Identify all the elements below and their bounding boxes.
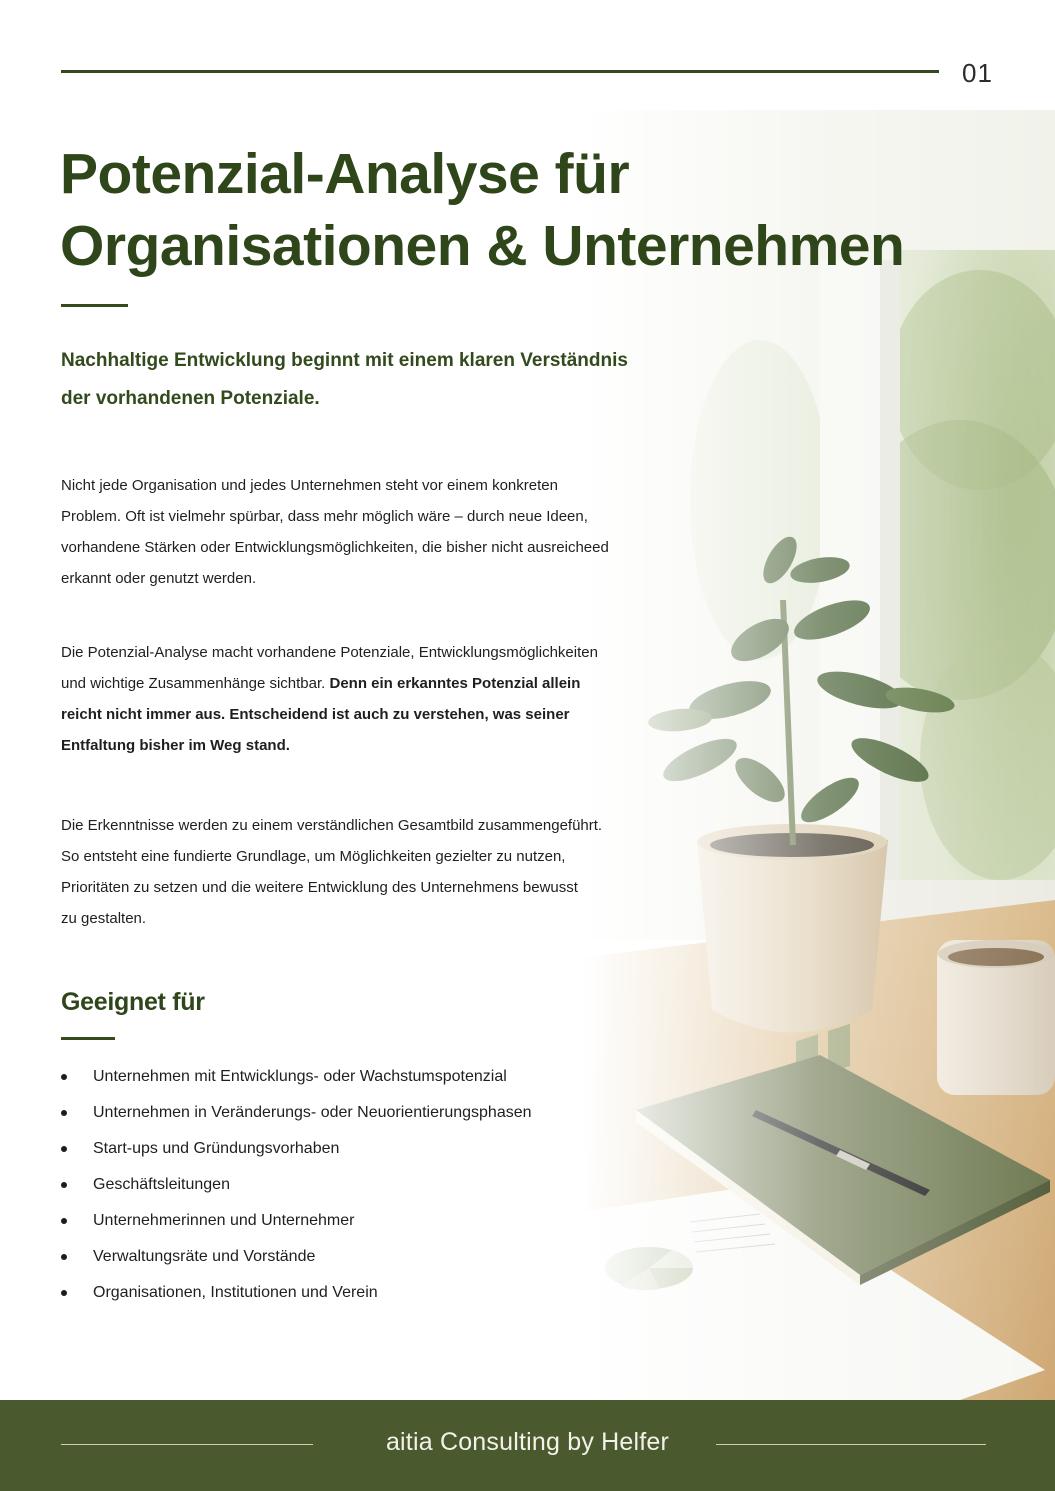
paragraph-line: Die Erkenntnisse werden zu einem verständlichen Gesamtbild zusammengeführt. — [61, 817, 603, 834]
list-item — [61, 1276, 532, 1312]
paragraph-line: So entsteht eine fundierte Grundlage, um Möglichkeiten gezielter zu nutzen, — [61, 848, 566, 865]
footer-rule-right — [716, 1444, 986, 1445]
footer-brand: aitia Consulting by Helfer — [385, 1428, 670, 1456]
list-item-label: Organisationen, Institutionen und Verein — [93, 1284, 378, 1301]
list-item-label: Geschäftsleitungen — [93, 1176, 230, 1193]
lead-line-1: Nachhaltige Entwicklung beginnt mit einem klaren Verständnis — [61, 350, 628, 371]
paragraph-line: Die Potenzial-Analyse macht vorhandene Potenziale, Entwicklungsmöglichkeiten — [61, 644, 598, 661]
list-item — [61, 1060, 532, 1096]
list-item-label: Unternehmen mit Entwicklungs- oder Wachstumspotenzial — [93, 1068, 507, 1085]
paragraph-line — [61, 668, 598, 699]
paragraph-line — [61, 730, 598, 761]
paragraph-line: zu gestalten. — [61, 910, 147, 927]
lead-text — [61, 342, 628, 418]
list-item — [61, 1132, 532, 1168]
paragraph-line: vorhandene Stärken oder Entwicklungsmöglichkeiten, die bisher nicht ausreicheed — [61, 539, 609, 556]
paragraph-line: Problem. Oft ist vielmehr spürbar, dass mehr möglich wäre – durch neue Ideen, — [61, 508, 588, 525]
suitable-underline — [61, 1037, 115, 1040]
bullet-icon — [61, 1182, 67, 1188]
title-line-2: Organisationen & Unternehmen — [60, 214, 905, 278]
header-rule — [61, 70, 939, 73]
bullet-icon — [61, 1218, 67, 1224]
paragraph-emphasis: Entfaltung bisher im Weg stand. — [61, 737, 290, 754]
paragraph-line: erkannt oder genutzt werden. — [61, 570, 257, 587]
title-line-1: Potenzial-Analyse für — [60, 142, 630, 206]
bullet-icon — [61, 1254, 67, 1260]
paragraph-emphasis: Denn ein erkanntes Potenzial allein — [329, 675, 581, 692]
suitable-list — [61, 1060, 532, 1312]
list-item-label: Unternehmerinnen und Unternehmer — [93, 1212, 355, 1229]
paragraph-line: Nicht jede Organisation und jedes Unternehmen steht vor einem konkreten — [61, 477, 558, 494]
suitable-heading: Geeignet für — [61, 988, 205, 1016]
bullet-icon — [61, 1074, 67, 1080]
intro-paragraph — [61, 470, 609, 594]
title-underline — [61, 304, 128, 307]
page-number: 01 — [962, 58, 993, 88]
lead-line-2: der vorhandenen Potenziale. — [61, 388, 320, 409]
paragraph-regular-text: und wichtige Zusammenhänge sichtbar. — [61, 675, 330, 692]
bullet-icon — [61, 1290, 67, 1296]
list-item — [61, 1168, 532, 1204]
page-title — [60, 138, 904, 282]
paragraph-emphasis: reicht nicht immer aus. Entscheidend ist auch zu verstehen, was seiner — [61, 706, 570, 723]
bullet-icon — [61, 1110, 67, 1116]
insights-paragraph — [61, 810, 602, 934]
paragraph-line: Prioritäten zu setzen und die weitere Entwicklung des Unternehmens bewusst — [61, 879, 578, 896]
list-item-label: Start-ups und Gründungsvorhaben — [93, 1140, 340, 1157]
list-item — [61, 1240, 532, 1276]
bullet-icon — [61, 1146, 67, 1152]
list-item-label: Verwaltungsräte und Vorstände — [93, 1248, 316, 1265]
footer-bar — [0, 1400, 1055, 1491]
list-item-label: Unternehmen in Veränderungs- oder Neuorientierungsphasen — [93, 1104, 532, 1121]
paragraph-line — [61, 699, 598, 730]
list-item — [61, 1204, 532, 1240]
list-item — [61, 1096, 532, 1132]
analysis-paragraph — [61, 637, 598, 761]
